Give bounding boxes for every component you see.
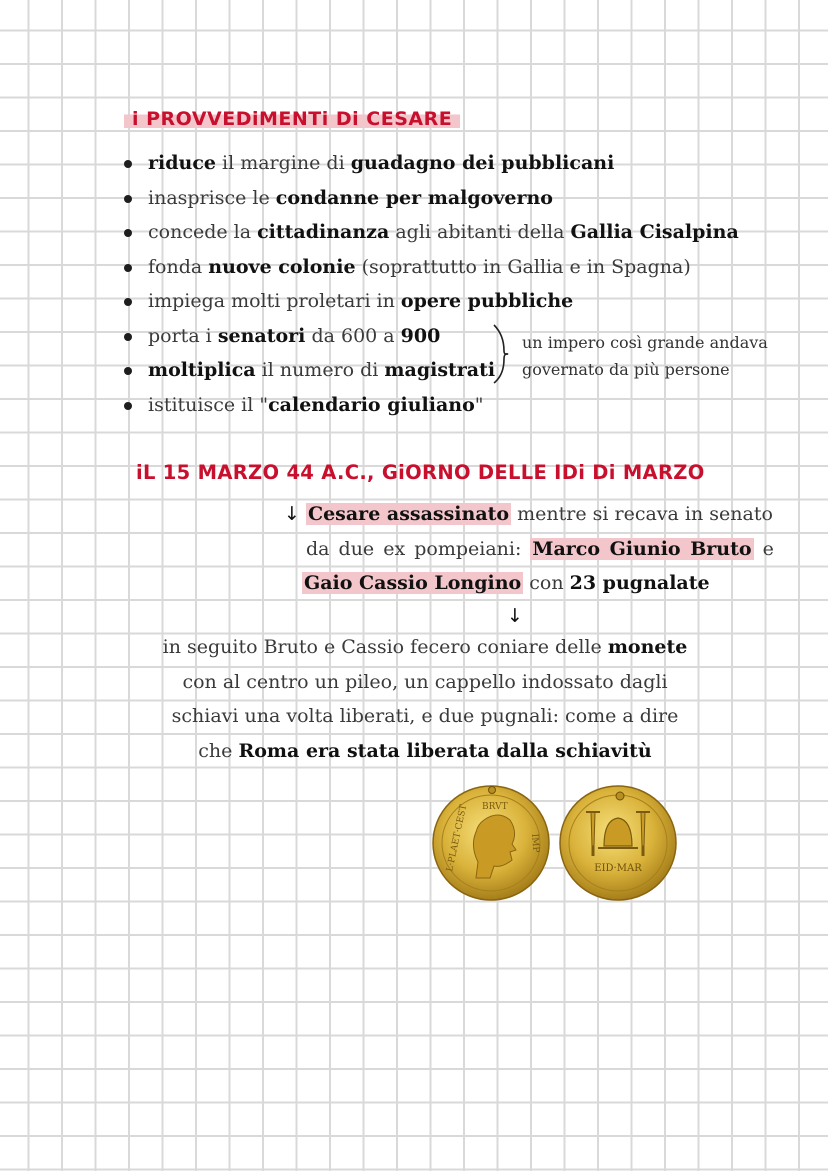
assassination-line-3 <box>302 566 710 600</box>
highlight-cassio: Gaio Cassio Longino <box>304 572 522 594</box>
coin-obverse-left-text: L·PLAET·CEST <box>445 803 470 873</box>
highlight-cesare-assassinato: Cesare assassinato <box>307 503 510 525</box>
assassination-line-1 <box>284 497 773 531</box>
paragraph-text: che <box>198 739 239 762</box>
bold-term: calendario giuliano <box>268 393 475 416</box>
coins-paragraph <box>130 630 720 768</box>
side-note-line1: un impero così grande andava <box>522 333 768 352</box>
list-item <box>120 215 760 250</box>
item-text: impiega molti proletari in <box>148 290 401 312</box>
paragraph-text: in seguito Bruto e Cassio fecero coniare delle <box>162 636 608 658</box>
coin-obverse <box>433 786 549 900</box>
side-note-line2: governato da più persone <box>522 360 730 379</box>
side-note <box>522 329 768 383</box>
assassination-line-2 <box>306 532 774 566</box>
list-item <box>120 146 760 181</box>
item-text: istituisce il " <box>148 393 269 416</box>
section-heading-idi-di-marzo: iL 15 MARZO 44 A.C., GiORNO DELLE IDi Di MARZO <box>136 461 705 484</box>
item-text: concede la <box>148 221 258 243</box>
right-brace-icon <box>490 323 510 385</box>
item-text: inasprisce le <box>148 186 276 209</box>
bold-term: opere pubbliche <box>400 290 574 312</box>
item-text: fonda <box>148 255 209 278</box>
bold-monete: monete <box>607 636 688 658</box>
item-text: " <box>474 393 484 416</box>
line2-end: e <box>753 538 774 560</box>
coin-reverse-text: EID·MAR <box>594 863 642 874</box>
bold-term: senatori <box>217 324 306 347</box>
item-text: da 600 a <box>305 324 401 347</box>
item-text: agli abitanti della <box>389 221 571 243</box>
bold-roma-liberata: Roma era stata liberata dalla schiavitù <box>238 739 652 762</box>
coins-image <box>432 784 678 902</box>
bold-term: magistrati <box>384 359 496 381</box>
highlight-bruto: Marco Giunio Bruto <box>532 538 752 560</box>
bold-term: condanne per malgoverno <box>275 186 553 209</box>
paragraph-line-3: schiavi una volta liberati, e due pugnali: come a dire <box>171 705 679 727</box>
bold-term: 900 <box>400 324 441 347</box>
bold-term: Gallia Cisalpina <box>570 221 739 243</box>
down-arrow-icon: ↓ <box>284 503 300 525</box>
item-text: (soprattutto in Gallia e in Spagna) <box>355 255 691 278</box>
bold-term: moltiplica <box>148 359 256 381</box>
line2-start: da due ex pompeiani: <box>306 538 531 560</box>
item-text: il margine di <box>215 152 351 174</box>
line1-rest: mentre si recava in senato <box>511 503 773 525</box>
list-item <box>120 284 760 319</box>
coin-obverse-right-text: IMP <box>529 833 541 854</box>
item-text: il numero di <box>255 359 385 381</box>
down-arrow-icon: ↓ <box>507 605 523 627</box>
paragraph-line-4 <box>130 734 720 769</box>
list-item <box>120 181 760 216</box>
bold-term: riduce <box>148 152 216 174</box>
coin-reverse <box>560 786 676 900</box>
list-item <box>120 388 760 423</box>
paragraph-line-1 <box>130 630 720 665</box>
line3-mid: con <box>523 572 570 594</box>
list-item <box>120 250 760 285</box>
bold-term: nuove colonie <box>208 255 356 278</box>
section-title-provvedimenti: i PROVVEDiMENTi Di CESARE <box>124 108 460 130</box>
coin-obverse-top-text: BRVT <box>482 802 508 812</box>
item-text: porta i <box>148 324 218 347</box>
stab-count: 23 pugnalate <box>569 572 710 594</box>
bold-term: guadagno dei pubblicani <box>350 152 615 174</box>
bold-term: cittadinanza <box>257 221 390 243</box>
paragraph-line-2: con al centro un pileo, un cappello indossato dagli <box>182 670 668 693</box>
